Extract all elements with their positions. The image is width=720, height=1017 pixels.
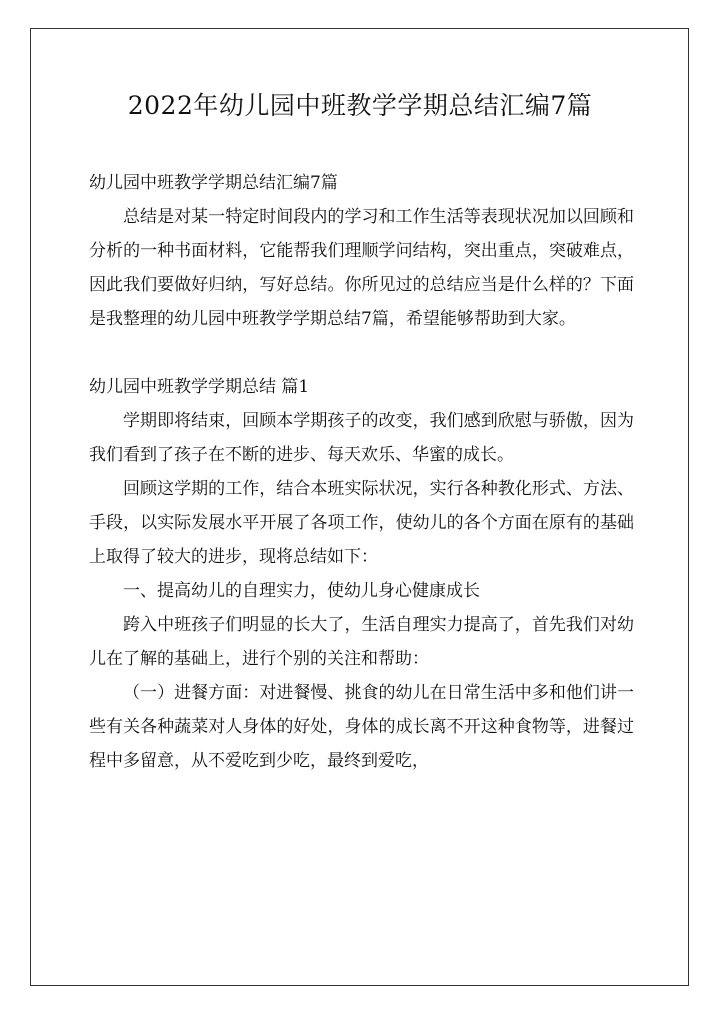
document-body	[89, 166, 634, 778]
subheading-paragraph: 一、提高幼儿的自理实力，使幼儿身心健康成长	[123, 581, 480, 601]
body-paragraph: （一）进餐方面：对进餐慢、挑食的幼儿在日常生活中多和他们讲一些有关各种蔬菜对人身体的好处，身体的成长离不开这种食物等，进餐过程中多留意，从不爱吃到少吃，最终到爱吃，	[89, 683, 634, 771]
section-heading: 幼儿园中班教学学期总结 篇1	[89, 377, 310, 397]
paragraph-gap	[89, 336, 634, 370]
intro-paragraph: 总结是对某一特定时间段内的学习和工作生活等表现状况加以回顾和分析的一种书面材料，它能帮我们理顺学问结构，突出重点，突破难点，因此我们要做好归纳，写好总结。你所见过的总结应当是什么样的？下面是我整理的幼儿园中班教学学期总结7篇，希望能够帮助到大家。	[89, 207, 634, 329]
body-paragraph: 学期即将结束，回顾本学期孩子的改变，我们感到欣慰与骄傲，因为我们看到了孩子在不断的进步、每天欢乐、华蜜的成长。	[89, 411, 634, 465]
document-title: 2022年幼儿园中班教学学期总结汇编7篇	[127, 91, 593, 120]
document-subtitle: 幼儿园中班教学学期总结汇编7篇	[89, 173, 338, 193]
body-paragraph: 回顾这学期的工作，结合本班实际状况，实行各种教化形式、方法、手段，以实际发展水平开展了各项工作，使幼儿的各个方面在原有的基础上取得了较大的进步，现将总结如下：	[89, 479, 634, 567]
body-paragraph: 跨入中班孩子们明显的长大了，生活自理实力提高了，首先我们对幼儿在了解的基础上，进行个别的关注和帮助：	[89, 615, 634, 669]
